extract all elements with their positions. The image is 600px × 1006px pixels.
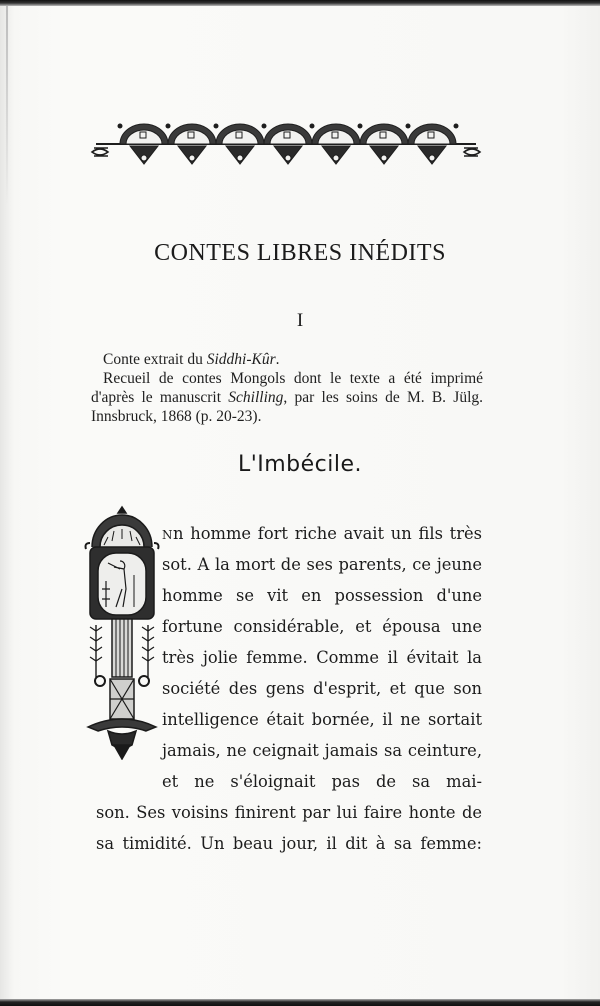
- body-line: son. Ses voisins finirent par lui faire honte de: [96, 803, 482, 822]
- source-note-text: .: [275, 351, 280, 368]
- body-line: fortune considérable, et épousa une: [162, 617, 482, 636]
- source-note-text: , par les soins de M. B. Jülg.: [283, 389, 483, 406]
- source-note-line-1: [91, 350, 483, 369]
- page-top-edge: [0, 0, 600, 6]
- body-line: sot. A la mort de ses parents, ce jeune: [162, 555, 482, 574]
- source-note-line-4: Innsbruck, 1868 (p. 20-23).: [91, 408, 262, 425]
- body-line: sa timidité. Un beau jour, il dit à sa femme:: [96, 834, 482, 853]
- source-note-text: Conte extrait du: [103, 351, 207, 368]
- manuscript-name: Schilling: [228, 389, 284, 406]
- body-line: société des gens d'esprit, et que son: [162, 679, 482, 698]
- headpiece-ornament-icon: [90, 118, 482, 168]
- page-title: CONTES LIBRES INÉDITS: [154, 240, 446, 266]
- section-numeral: I: [296, 310, 304, 331]
- body-line: très jolie femme. Comme il évitait la: [162, 648, 482, 667]
- body-line: intelligence était bornée, il ne sortait: [162, 710, 482, 729]
- body-line-text: n homme fort riche avait un fils très: [173, 524, 482, 543]
- source-note: [91, 350, 483, 426]
- source-note-line-3: [91, 388, 483, 407]
- body-line: [162, 524, 482, 543]
- page-fold-shadow: [6, 6, 8, 206]
- page-bottom-edge: [0, 999, 600, 1006]
- story-title: L'Imbécile.: [237, 452, 363, 477]
- body-line: et ne s'éloignait pas de sa mai-: [162, 772, 482, 791]
- small-cap-letter: N: [162, 528, 173, 542]
- drop-cap-ornament-icon: [84, 505, 160, 760]
- source-note-text: d'après le manuscrit: [91, 389, 229, 406]
- source-work-title: Siddhi-Kûr: [206, 351, 276, 368]
- body-line: jamais, ne ceignait jamais sa ceinture,: [162, 741, 482, 760]
- body-line: homme se vit en possession d'une: [162, 586, 482, 605]
- source-note-line-2: Recueil de contes Mongols dont le texte a été imprimé: [103, 370, 483, 387]
